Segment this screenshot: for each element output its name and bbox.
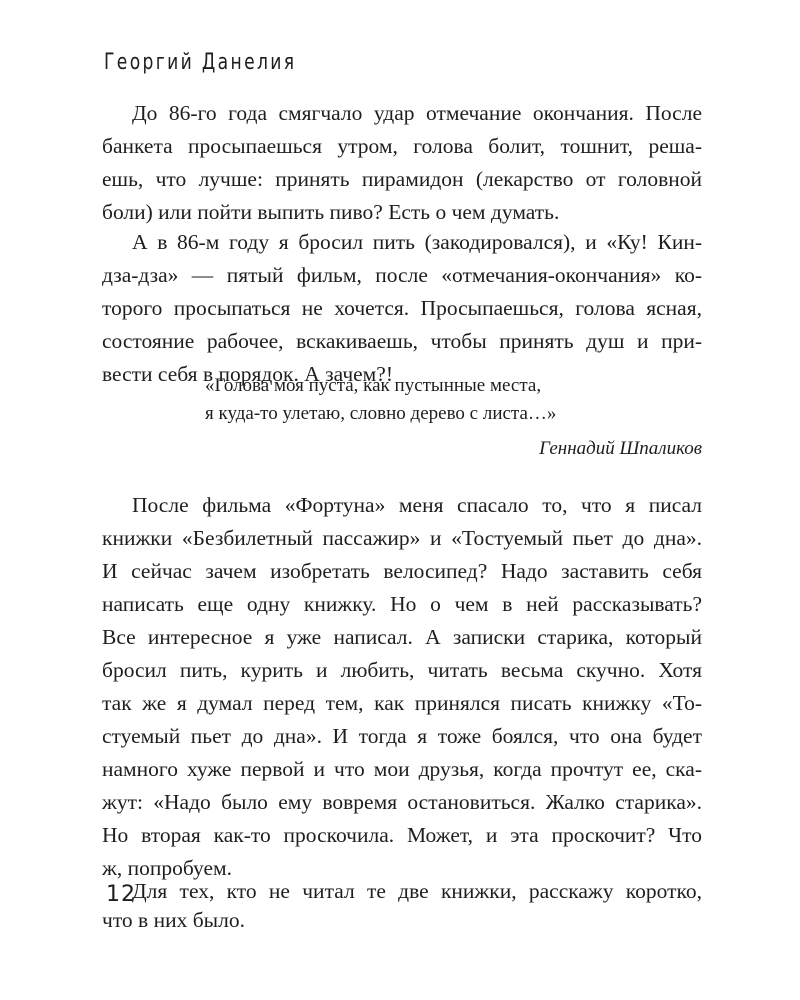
text-line: так же я думал перед тем, как принялся писать книжку «То- [102, 691, 702, 715]
text-line: написать еще одну книжку. Но о чем в ней рассказывать? [102, 592, 702, 616]
text-line: ешь, что лучше: принять пирамидон (лекарство от головной [102, 167, 702, 191]
epigraph-author: Геннадий Шпаликов [539, 438, 702, 459]
text-line: ж, попробуем. [102, 856, 232, 880]
text-line: состояние рабочее, вскакиваешь, чтобы принять душ и при- [102, 329, 702, 353]
running-header-author: Георгий Данелия [104, 50, 297, 75]
text-line: жут: «Надо было ему вовремя остановиться. Жалко старика». [102, 790, 702, 814]
text-line: И сейчас зачем изобретать велосипед? Надо заставить себя [102, 559, 702, 583]
text-line: книжки «Безбилетный пассажир» и «Тостуемый пьет до дна». [102, 526, 702, 550]
text-line: что в них было. [102, 908, 245, 932]
text-line: Для тех, кто не читал те две книжки, расскажу коротко, [132, 879, 702, 903]
text-line: Но вторая как-то проскочила. Может, и эта проскочит? Что [102, 823, 702, 847]
text-line: дза-дза» — пятый фильм, после «отмечания-окончания» ко- [102, 263, 702, 287]
text-line: намного хуже первой и что мои друзья, когда прочтут ее, ска- [102, 757, 702, 781]
text-line: До 86-го года смягчало удар отмечание окончания. После [132, 101, 702, 125]
text-line: вести себя в порядок. А зачем?! [102, 362, 393, 386]
text-line: После фильма «Фортуна» меня спасало то, что я писал [132, 493, 702, 517]
text-line: А в 86-м году я бросил пить (закодировался), и «Ку! Кин- [132, 230, 702, 254]
text-line: Все интересное я уже написал. А записки старика, который [102, 625, 702, 649]
epigraph-line: «Голова моя пуста, как пустынные места, [205, 375, 542, 396]
epigraph-line: я куда-то улетаю, словно дерево с листа…» [205, 403, 557, 424]
text-line: боли) или пойти выпить пиво? Есть о чем думать. [102, 200, 560, 224]
text-line: торого просыпаться не хочется. Просыпаешься, голова ясная, [102, 296, 702, 320]
text-line: стуемый пьет до дна». И тогда я тоже боялся, что она будет [102, 724, 702, 748]
text-line: банкета просыпаешься утром, голова болит, тошнит, реша- [102, 134, 702, 158]
page-number: 12 [106, 882, 136, 907]
text-line: бросил пить, курить и любить, читать весьма скучно. Хотя [102, 658, 702, 682]
